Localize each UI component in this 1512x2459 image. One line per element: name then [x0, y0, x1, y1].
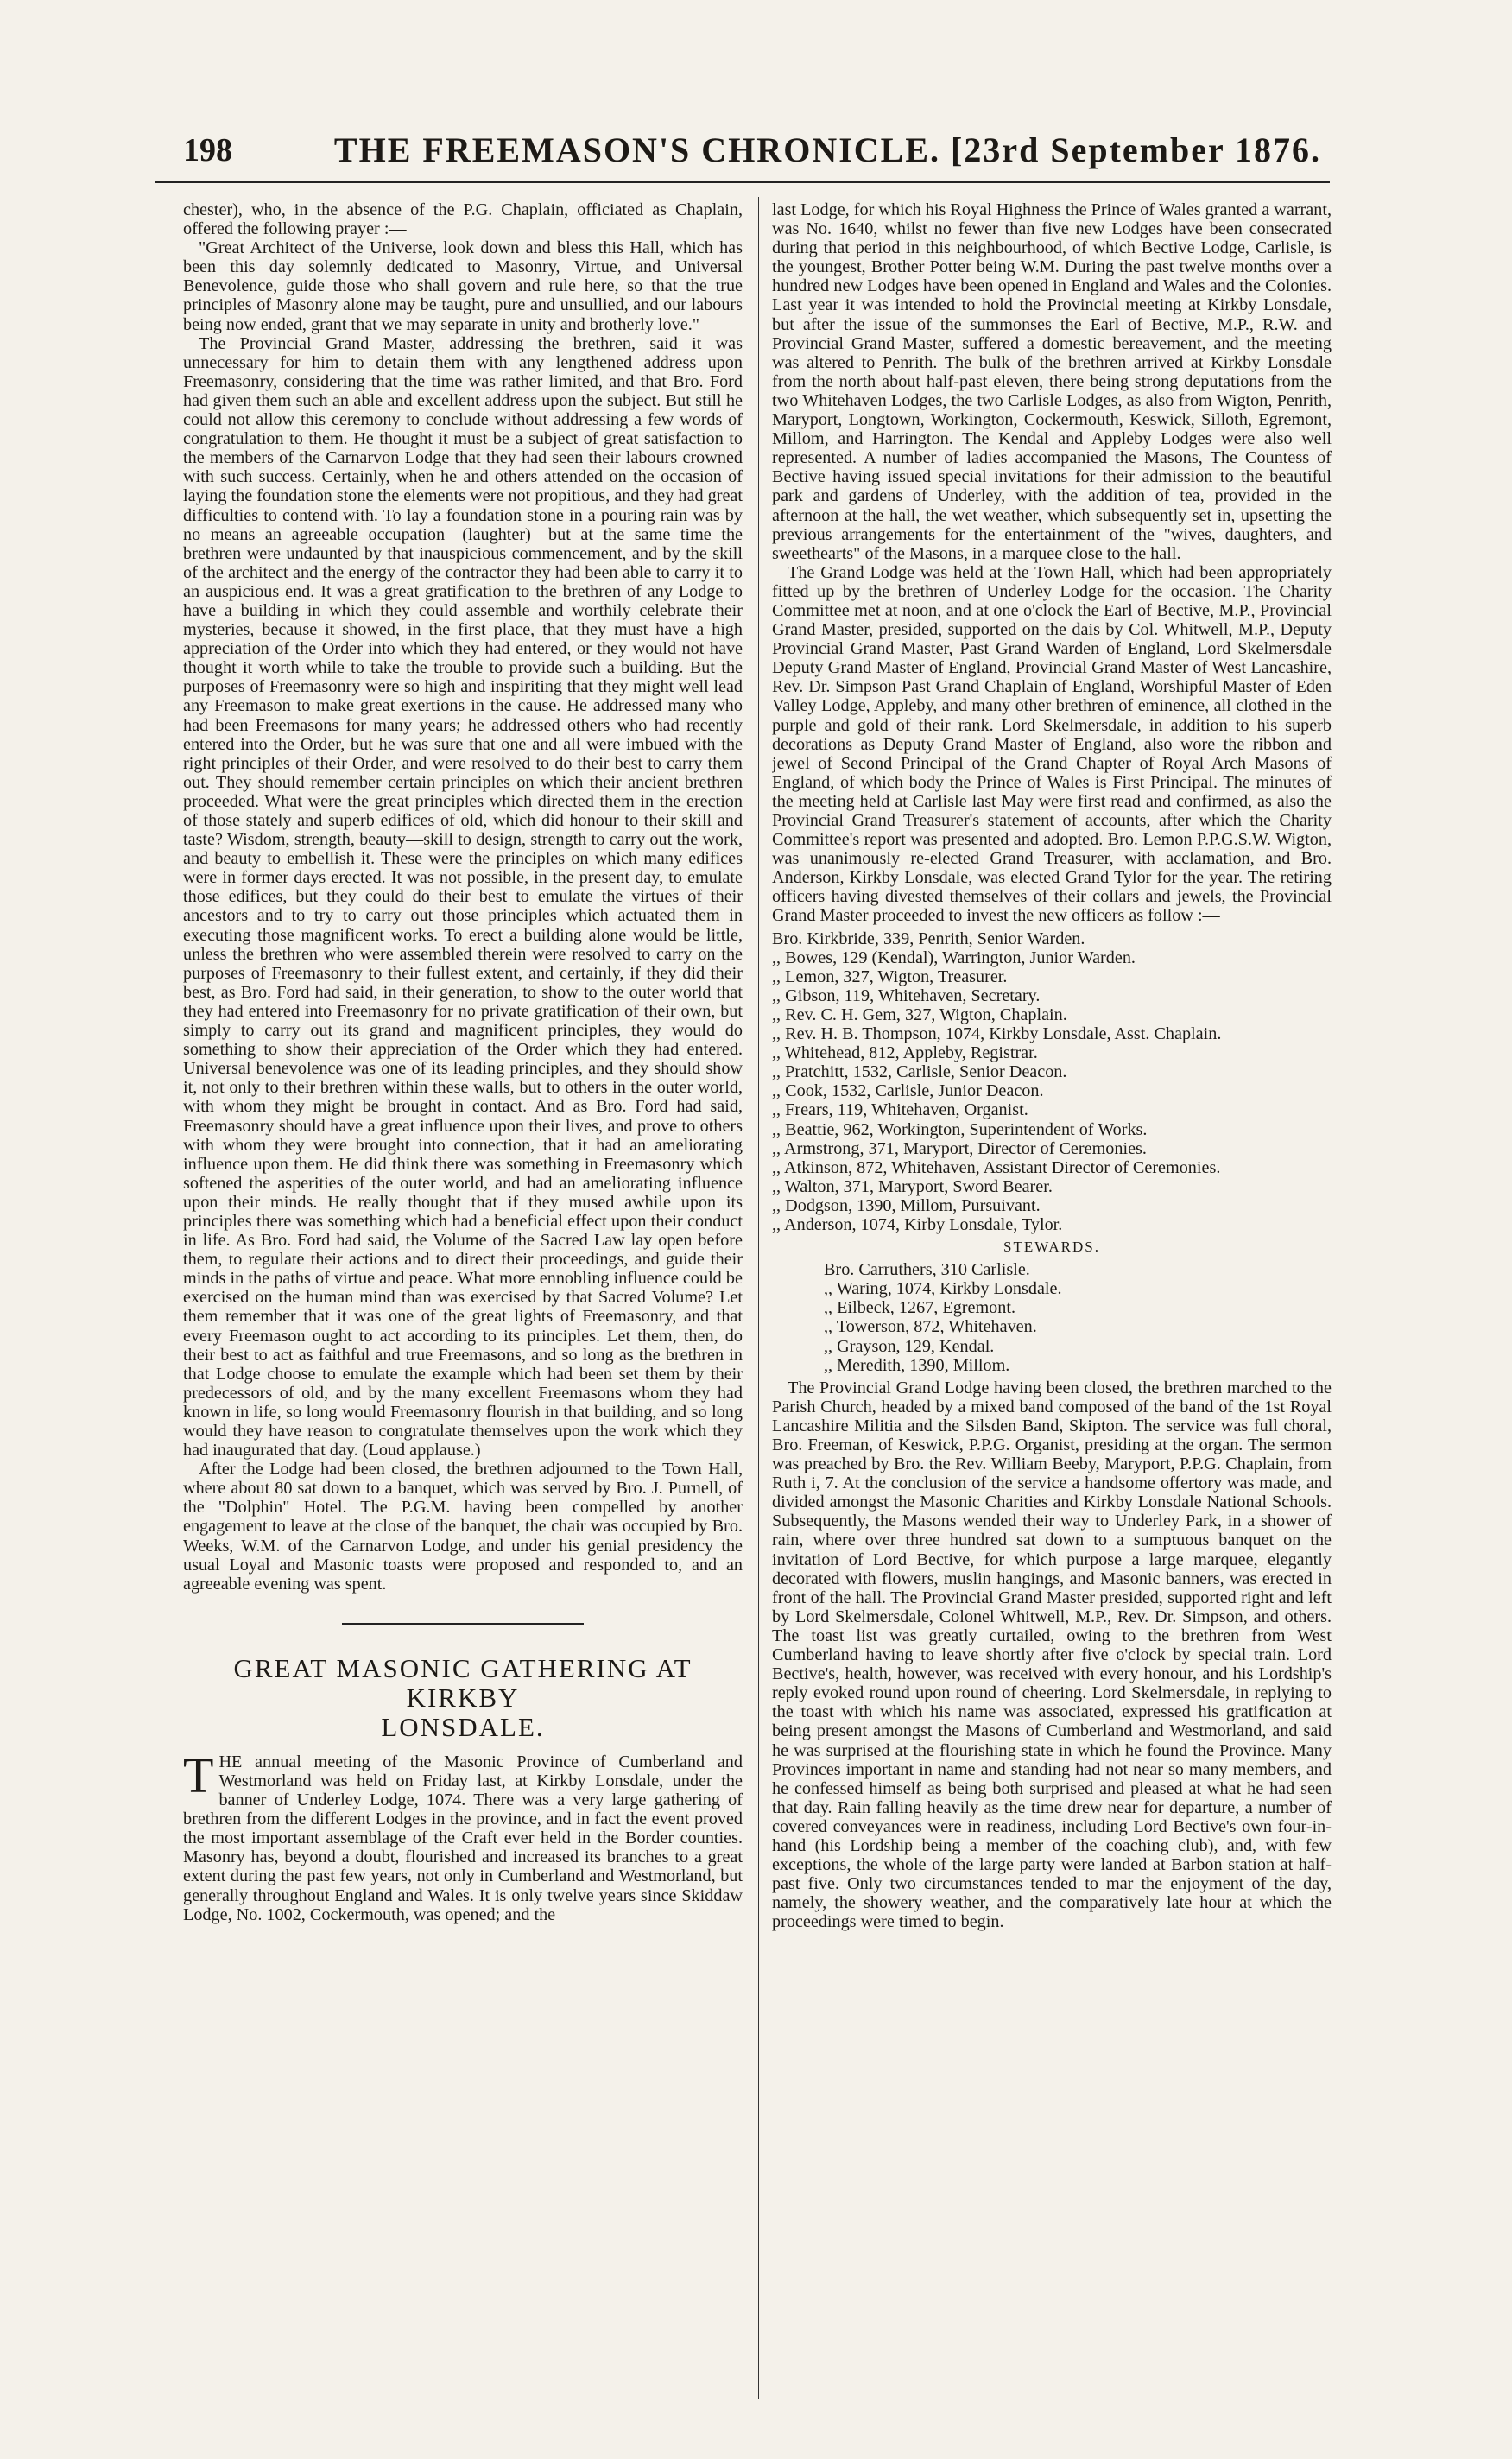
paragraph: After the Lodge had been closed, the brethren adjourned to the Town Hall, where about 80 sat down to a banquet, which was served by Bro. J. Purnell, of the "Dolphin" Hotel. The P.G.M. having been compelled by another engagement to leave at the close of the banquet, the chair was occupied by Bro. Weeks, W.M. of the Carnarvon Lodge, and under his genial presidency the usual Loyal and Masonic toasts were proposed and responded to, and an agreeable evening was spent. [183, 1460, 743, 1594]
list-item: ,, Walton, 371, Maryport, Sword Bearer. [772, 1176, 1053, 1196]
paragraph: The Provincial Grand Master, addressing the brethren, said it was unnecessary for him to detain them with any lengthened address upon Freemasonry, considering that the time was rather limited, and that Bro. Ford had given them such an able and excellent address upon the subject. But still he could not allow this ceremony to conclude without addressing a few words of congratulation to them. He thought it must be a subject of great satisfaction to the members of the Carnarvon Lodge that they had seen their labours crowned with such success. Certainly, when he and others attended on the occasion of laying the foundation stone the elements were not propitious, and they had great difficulties to contend with. To lay a foundation stone in a pouring rain was by no means an agreeable occupation—(laughter)—but at the same time the brethren were undaunted by that inauspicious commencement, and by the skill of the architect and the energy of the contractor they had been able to carry it to an auspicious end. It was a great gratification to the brethren of any Lodge to have a building in which they could assemble and worthily celebrate their mysteries, because it showed, in the first place, that they must have a high appreciation of the Order into which they had entered, or they would not have thought it worth while to take the trouble to provide such a building. But the purposes of Freemasonry were so high and inspiriting that they might well lead any Freemason to make great exertions in the cause. He addressed many who had been Freemasons for many years; he addressed others who had recently entered into the Order, but he was sure that one and all were imbued with the right principles of their Order, and were resolved to do their best to carry them out. They should remember certain principles on which their ancient brethren proceeded. What were the great principles which directed them in the erection of those stately and superb edifices of old, which did honour to their skill and taste? Wisdom, strength, beauty—skill to design, strength to carry out the work, and beauty to embellish it. These were the principles on which many edifices were in former days erected. It was not possible, in the present day, to emulate those edifices, but they could do their best to emulate the virtues of their ancestors and to try to carry out those principles which actuated them in executing those magnificent works. To erect a building alone would be little, unless the brethren who were assembled therein were resolved to carry on the purposes of Freemasonry to their fullest extent, and certainly, if they did their best, as Bro. Ford had said, in their generation, to show to the outer world that they had entered into Freemasonry for no private gratification of their own, but simply to carry out its grand and magnificent principles, they would do something to show their appreciation of the Order which they had entered. Universal benevolence was one of its leading principles, and they should show it, not only to their brethren within these walls, but to others in the outer world, with whom they might be brought in contact. And as Bro. Ford had said, Freemasonry should have a great influence upon their lives, and prove to others with whom they were brought into connection, that it had an ameliorating influence upon them. He did think there was something in Freemasonry which softened the asperities of the outer world, and had an ameliorating influence upon their minds. He really thought that if they mused awhile upon its principles there was something which had a beneficial effect upon their conduct in life. As Bro. Ford had said, the Volume of the Sacred Law lay open before them, to regulate their actions and to direct their proceedings, and guide their minds in the paths of virtue and peace. What more ennobling influence could be exercised on the human mind than was exercised by that Sacred Volume? Let them remember that it was one of the great lights of Freemasonry, and that every Freemason ought to act according to its principles. Let them, then, do their best to act as faithful and true Freemasons, and so long as the brethren in that Lodge choose to emulate the example which had been set them by their predecessors of old, and by the many excellent Freemasons whom they had known in life, so long would Freemasonry flourish in that building, and so long would they have reason to congratulate themselves upon the work which they had inaugurated that day. (Loud applause.) [183, 333, 743, 1461]
running-title: THE FREEMASON'S CHRONICLE. [23rd September 1876. [333, 130, 1321, 169]
list-item: ,, Dodgson, 1390, Millom, Pursuivant. [772, 1195, 1041, 1215]
paragraph: The Provincial Grand Lodge having been closed, the brethren marched to the Parish Church, headed by a mixed band composed of the band of the 1st Royal Lancashire Militia and the Silsden Band, Skipton. The service was full choral, Bro. Freeman, of Keswick, P.P.G. Organist, presiding at the organ. The sermon was preached by Bro. the Rev. William Beeby, Maryport, P.P.G. Chaplain, from Ruth i, 7. At the conclusion of the service a handsome offertory was made, and divided amongst the Masonic Charities and Kirkby Lonsdale National Schools. Subsequently, the Masons wended their way to Underley Park, in a shower of rain, where over three hundred sat down to a sumptuous banquet on the invitation of Lord Bective, for which purpose a large marquee, elegantly decorated with flowers, muslin hangings, and Masonic banners, was erected in front of the hall. The Provincial Grand Master presided, supported right and left by Lord Skelmersdale, Colonel Whitwell, M.P., Rev. Dr. Simpson, and others. The toast list was greatly curtailed, owing to the brethren from West Cumberland having to leave shortly after five o'clock by special train. Lord Bective's, health, however, was received with every honour, and his Lordship's reply evoked round upon round of cheering. Lord Skelmersdale, in replying to the toast with which his name was associated, expressed his gratification at being present amongst the Masons of Cumberland and Westmorland, and said he was surprised at the flourishing state in which he found the Province. Many Provinces important in name and standing had not near so many members, and he confessed himself as being both surprised and pleased at what he had seen that day. Rain falling heavily as the time drew near for departure, a number of covered conveyances were in readiness, including Lord Bective's own four-in-hand (his Lordship being a member of the coaching club), and, with few exceptions, the whole of the large party were landed at Barbon station at half-past five. Only two circumstances tended to mar the enjoyment of the day, namely, the showery weather, and the comparatively late hour at which the proceedings were timed to begin. [772, 1378, 1332, 1932]
list-item: ,, Eilbeck, 1267, Egremont. [824, 1298, 1016, 1318]
list-item: Bro. Carruthers, 310 Carlisle. [824, 1260, 1030, 1280]
list-item: ,, Bowes, 129 (Kendal), Warrington, Junior Warden. [772, 947, 1136, 967]
list-item: ,, Lemon, 327, Wigton, Treasurer. [772, 966, 1008, 986]
article-headline [183, 1654, 743, 1742]
list-item: ,, Beattie, 962, Workington, Superintendent of Works. [772, 1119, 1148, 1139]
headline-line: GREAT MASONIC GATHERING AT KIRKBY [233, 1652, 693, 1713]
list-item: ,, Rev. H. B. Thompson, 1074, Kirkby Lonsdale, Asst. Chaplain. [772, 1024, 1222, 1044]
section-rule [342, 1623, 584, 1625]
left-column [183, 200, 743, 2399]
column-divider [758, 197, 759, 2399]
stewards-list [772, 1260, 1332, 1375]
list-item: ,, Cook, 1532, Carlisle, Junior Deacon. [772, 1081, 1044, 1101]
list-item: ,, Pratchitt, 1532, Carlisle, Senior Deacon. [772, 1062, 1067, 1082]
page-header [155, 130, 1330, 183]
list-item: ,, Armstrong, 371, Maryport, Director of Ceremonies. [772, 1138, 1147, 1158]
article-opening [183, 1746, 743, 1924]
list-item: ,, Meredith, 1390, Millom. [824, 1355, 1010, 1375]
list-item: ,, Waring, 1074, Kirkby Lonsdale. [824, 1279, 1062, 1299]
paragraph: The Grand Lodge was held at the Town Hall, which had been appropriately fitted up by the brethren of Underley Lodge for the occasion. The Charity Committee met at noon, and at one o'clock the Earl of Bective, M.P., Provincial Grand Master, presided, supported on the dais by Col. Whitwell, M.P., Deputy Provincial Grand Master, Past Grand Warden of England, Lord Skelmersdale Deputy Grand Master of England, Provincial Grand Master of West Lancashire, Rev. Dr. Simpson Past Grand Chaplain of England, Worshipful Master of Eden Valley Lodge, Appleby, and many other brethren of eminence, all clothed in the purple and gold of their rank. Lord Skelmersdale, in addition to his superb decorations as Deputy Grand Master of England, also wore the ribbon and jewel of Second Principal of the Grand Chapter of Royal Arch Masons of England, of which body the Prince of Wales is First Principal. The minutes of the meeting held at Carlisle last May were first read and confirmed, as also the Provincial Grand Treasurer's statement of accounts, after which the Charity Committee's report was presented and adopted. Bro. Lemon P.P.G.S.W. Wigton, was unanimously re-elected Grand Treasurer, with acclamation, and Bro. Anderson, Kirkby Lonsdale, was elected Grand Tylor for the year. The retiring officers having divested themselves of their collars and jewels, the Provincial Grand Master proceeded to invest the new officers as follow :— [772, 562, 1332, 926]
paragraph: "Great Architect of the Universe, look down and bless this Hall, which has been this day solemnly dedicated to Masonry, Virtue, and Universal Benevolence, guide those who shall govern and rule here, so that the true principles of Masonry alone may be taught, pure and unsullied, and our labours being now ended, grant that we may separate in unity and brotherly love." [183, 238, 743, 334]
paragraph: last Lodge, for which his Royal Highness the Prince of Wales granted a warrant, was No. 1640, whilst no fewer than five new Lodges have been consecrated during that period in this neighbourhood, of which Bective Lodge, Carlisle, is the youngest, Brother Potter being W.M. During the past twelve months over a hundred new Lodges have been opened in England and Wales and the Colonies. Last year it was intended to hold the Provincial meeting at Kirkby Lonsdale, but after the issue of the summonses the Earl of Bective, M.P., R.W. and Provincial Grand Master, suffered a domestic bereavement, and the meeting was altered to Penrith. The bulk of the brethren arrived at Kirkby Lonsdale from the north about half-past eleven, there being strong deputations from the two Whitehaven Lodges, the two Carlisle Lodges, as also from Wigton, Penrith, Maryport, Longtown, Workington, Cockermouth, Keswick, Silloth, Egremont, Millom, and Harrington. The Kendal and Appleby Lodges were also well represented. A number of ladies accompanied the Masons, The Countess of Bective having issued special invitations for their admission to the beautiful park and gardens of Underley, with the addition of tea, provided in the afternoon at the hall, the wet weather, which subsequently set in, upsetting the previous arrangements for the entertainment of the "wives, daughters, and sweethearts" of the Masons, in a marquee close to the hall. [772, 200, 1332, 563]
list-item: ,, Gibson, 119, Whitehaven, Secretary. [772, 986, 1041, 1005]
list-item: ,, Anderson, 1074, Kirby Lonsdale, Tylor. [772, 1214, 1063, 1234]
right-column [772, 200, 1332, 2368]
stewards-heading: STEWARDS. [1003, 1239, 1100, 1256]
opening-text: HE annual meeting of the Masonic Province of Cumberland and Westmorland was held on Friday last, at Kirkby Lonsdale, under the banner of Underley Lodge, 1074. There was a very large gathering of brethren from the different Lodges in the province, and in fact the event proved the most important assemblage of the Craft ever held in the Border counties. Masonry has, beyond a doubt, flourished and increased its branches to a great extent during the past few years, not only in Cumberland and Westmorland, but generally throughout England and Wales. It is only twelve years since Skiddaw Lodge, No. 1002, Cockermouth, was opened; and the [183, 1752, 743, 1924]
list-item: ,, Frears, 119, Whitehaven, Organist. [772, 1100, 1028, 1120]
officer-list [772, 929, 1332, 1235]
list-item: ,, Rev. C. H. Gem, 327, Wigton, Chaplain. [772, 1005, 1067, 1024]
page-number: 198 [183, 132, 232, 168]
list-item: ,, Atkinson, 872, Whitehaven, Assistant Director of Ceremonies. [772, 1157, 1221, 1177]
list-item: Bro. Kirkbride, 339, Penrith, Senior Warden. [772, 928, 1085, 948]
list-item: ,, Whitehead, 812, Appleby, Registrar. [772, 1043, 1038, 1063]
headline-line: LONSDALE. [381, 1711, 545, 1742]
list-item: ,, Grayson, 129, Kendal. [824, 1336, 995, 1356]
drop-cap: T [183, 1746, 214, 1803]
paragraph: chester), who, in the absence of the P.G. Chaplain, officiated as Chaplain, offered the following prayer :— [183, 200, 743, 239]
list-item: ,, Towerson, 872, Whitehaven. [824, 1317, 1037, 1337]
